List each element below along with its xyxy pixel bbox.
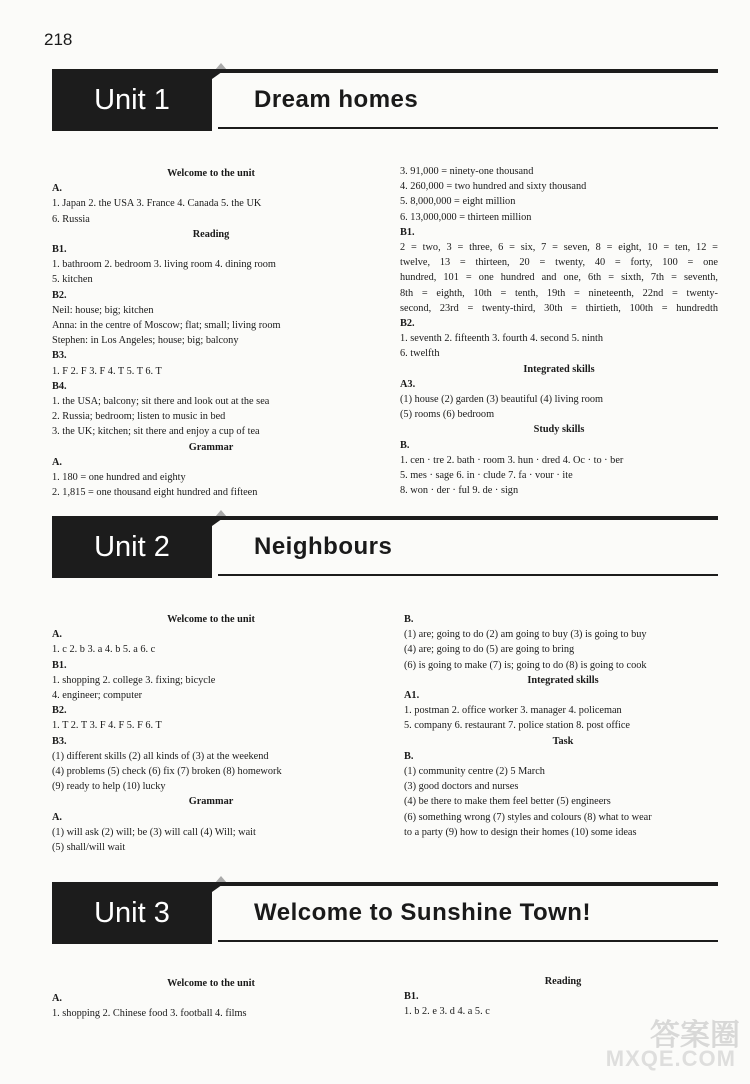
answer-line: 1. shopping 2. Chinese food 3. football 4. films [52, 1008, 247, 1020]
answer-line: (3) good doctors and nurses [404, 781, 519, 793]
answer-line: (9) ready to help (10) lucky [52, 781, 166, 793]
answer-line: 3. the UK; kitchen; sit there and enjoy a cup of tea [52, 426, 260, 438]
page-number: 218 [44, 30, 73, 49]
exercise-label: B1. [400, 226, 415, 238]
section-heading: Grammar [188, 796, 234, 808]
answer-line: Anna: in the centre of Moscow; flat; small; living room [52, 320, 281, 332]
answer-line: Stephen: in Los Angeles; house; big; balcony [52, 335, 239, 347]
section-heading: Task [552, 735, 574, 747]
answer-line: 1. F 2. F 3. F 4. T 5. T 6. T [52, 365, 162, 377]
answer-line: (4) are; going to do (5) are going to bring [404, 644, 575, 656]
answer-line: 5. mes · sage 6. in · clude 7. fa · vour · ite [400, 470, 573, 482]
unit-label: Unit 1 [94, 84, 170, 116]
answer-line: 4. engineer; computer [52, 690, 143, 702]
answer-line: (5) shall/will wait [52, 842, 126, 854]
answer-line: (4) problems (5) check (6) fix (7) broken (8) homework [52, 766, 282, 778]
exercise-label: B. [404, 614, 414, 625]
answer-line: 6. 13,000,000 = thirteen million [400, 211, 532, 223]
section-heading: Welcome to the unit [167, 978, 255, 989]
unit-3-banner [52, 882, 718, 944]
answer-line: 1. cen · tre 2. bath · room 3. hun · dred 4. Oc · to · ber [400, 454, 624, 466]
answer-line: 1. T 2. T 3. F 4. F 5. F 6. T [52, 720, 162, 732]
watermark-logo [605, 1010, 740, 1071]
exercise-label: B2. [52, 289, 67, 301]
exercise-label: B2. [400, 318, 415, 330]
exercise-label: B1. [404, 991, 419, 1003]
answer-line: 8th = eighth, 10th = tenth, 19th = nineteenth, 22nd = twenty- [400, 287, 718, 299]
unit-3-left-column [52, 976, 370, 1022]
unit-2-right-column [404, 612, 722, 840]
answer-line: 1. c 2. b 3. a 4. b 5. a 6. c [52, 644, 156, 656]
answer-line: 2. 1,815 = one thousand eight hundred and fifteen [52, 487, 258, 499]
answer-line: Neil: house; big; kitchen [52, 304, 154, 316]
exercise-label: B1. [52, 244, 67, 256]
section-heading: Welcome to the unit [167, 168, 255, 179]
section-heading: Grammar [188, 441, 234, 453]
answer-line: 8. won · der · ful 9. de · sign [400, 485, 519, 497]
watermark-text: 答案圈 [650, 1019, 740, 1052]
exercise-label: B3. [52, 350, 67, 362]
unit-1-left-column [52, 166, 370, 500]
exercise-label: B4. [52, 380, 67, 392]
exercise-label: A. [52, 811, 63, 823]
answer-line: (1) community centre (2) 5 March [404, 766, 545, 778]
section-heading: Study skills [533, 424, 585, 436]
answer-line: 6. twelfth [400, 348, 440, 360]
answer-line: (6) is going to make (7) is; going to do (8) is going to cook [404, 659, 647, 671]
unit-1-banner [52, 69, 718, 131]
answer-line: 6. Russia [52, 213, 90, 225]
section-heading: Integrated skills [523, 363, 595, 375]
section-heading: Welcome to the unit [167, 614, 255, 625]
exercise-label: A. [52, 629, 63, 641]
exercise-label: A. [52, 993, 63, 1005]
answer-line: 1. b 2. e 3. d 4. a 5. c [404, 1006, 490, 1018]
watermark-url: MXQE.COM [605, 1046, 736, 1071]
answer-line: 4. 260,000 = two hundred and sixty thousand [400, 181, 587, 193]
exercise-label: A. [52, 456, 63, 468]
answer-line: 1. 180 = one hundred and eighty [52, 472, 186, 484]
answer-line: second, 23rd = twenty-third, 30th = thirtieth, 100th = hundredth [400, 302, 718, 314]
unit-2-banner [52, 516, 718, 578]
answer-line: 5. kitchen [52, 274, 93, 286]
exercise-label: B. [400, 439, 410, 451]
answer-line: 1. postman 2. office worker 3. manager 4. policeman [404, 705, 622, 717]
answer-line: (1) house (2) garden (3) beautiful (4) living room [400, 394, 604, 406]
answer-line: 1. seventh 2. fifteenth 3. fourth 4. second 5. ninth [400, 333, 604, 345]
section-heading: Reading [192, 228, 230, 240]
unit-2-left-column [52, 612, 370, 855]
answer-line: (6) something wrong (7) styles and colours (8) what to wear [404, 811, 652, 823]
unit-label: Unit 2 [94, 531, 170, 563]
answer-line: (5) rooms (6) bedroom [400, 409, 495, 421]
answer-line: hundred, 101 = one hundred and one, 6th = sixth, 7th = seventh, [400, 272, 718, 284]
answer-line: twelve, 13 = thirteen, 20 = twenty, 40 = forty, 100 = one [400, 257, 718, 269]
section-heading: Reading [544, 976, 582, 987]
unit-title: Dream homes [254, 86, 419, 113]
exercise-label: A. [52, 183, 63, 195]
unit-title: Neighbours [254, 533, 393, 560]
answer-line: 5. company 6. restaurant 7. police station 8. post office [404, 720, 630, 732]
answer-line: (1) different skills (2) all kinds of (3) at the weekend [52, 750, 269, 762]
answer-line: to a party (9) how to design their homes (10) some ideas [404, 826, 637, 838]
exercise-label: B3. [52, 735, 67, 747]
exercise-label: B1. [52, 659, 67, 671]
answer-line: 1. shopping 2. college 3. fixing; bicycle [52, 674, 216, 686]
exercise-label: A3. [400, 378, 416, 390]
unit-1-right-column [400, 164, 718, 498]
answer-line: (4) be there to make them feel better (5) engineers [404, 796, 611, 808]
answer-line: 1. bathroom 2. bedroom 3. living room 4. dining room [52, 259, 276, 271]
exercise-label: B. [404, 750, 414, 762]
answer-line: 2 = two, 3 = three, 6 = six, 7 = seven, 8 = eight, 10 = ten, 12 = [400, 242, 718, 254]
answer-line: 1. the USA; balcony; sit there and look out at the sea [52, 396, 270, 408]
unit-title: Welcome to Sunshine Town! [254, 899, 591, 926]
exercise-label: B2. [52, 705, 67, 717]
answer-line: 5. 8,000,000 = eight million [400, 196, 516, 208]
answer-line: 2. Russia; bedroom; listen to music in bed [52, 411, 226, 423]
answer-line: (1) will ask (2) will; be (3) will call (4) Will; wait [52, 826, 256, 838]
answer-line: 1. Japan 2. the USA 3. France 4. Canada 5. the UK [52, 198, 262, 210]
exercise-label: A1. [404, 690, 420, 702]
answer-line: (1) are; going to do (2) am going to buy (3) is going to buy [404, 629, 647, 641]
section-heading: Integrated skills [527, 674, 599, 686]
unit-label: Unit 3 [94, 897, 170, 929]
answer-line: 3. 91,000 = ninety-one thousand [400, 166, 534, 177]
